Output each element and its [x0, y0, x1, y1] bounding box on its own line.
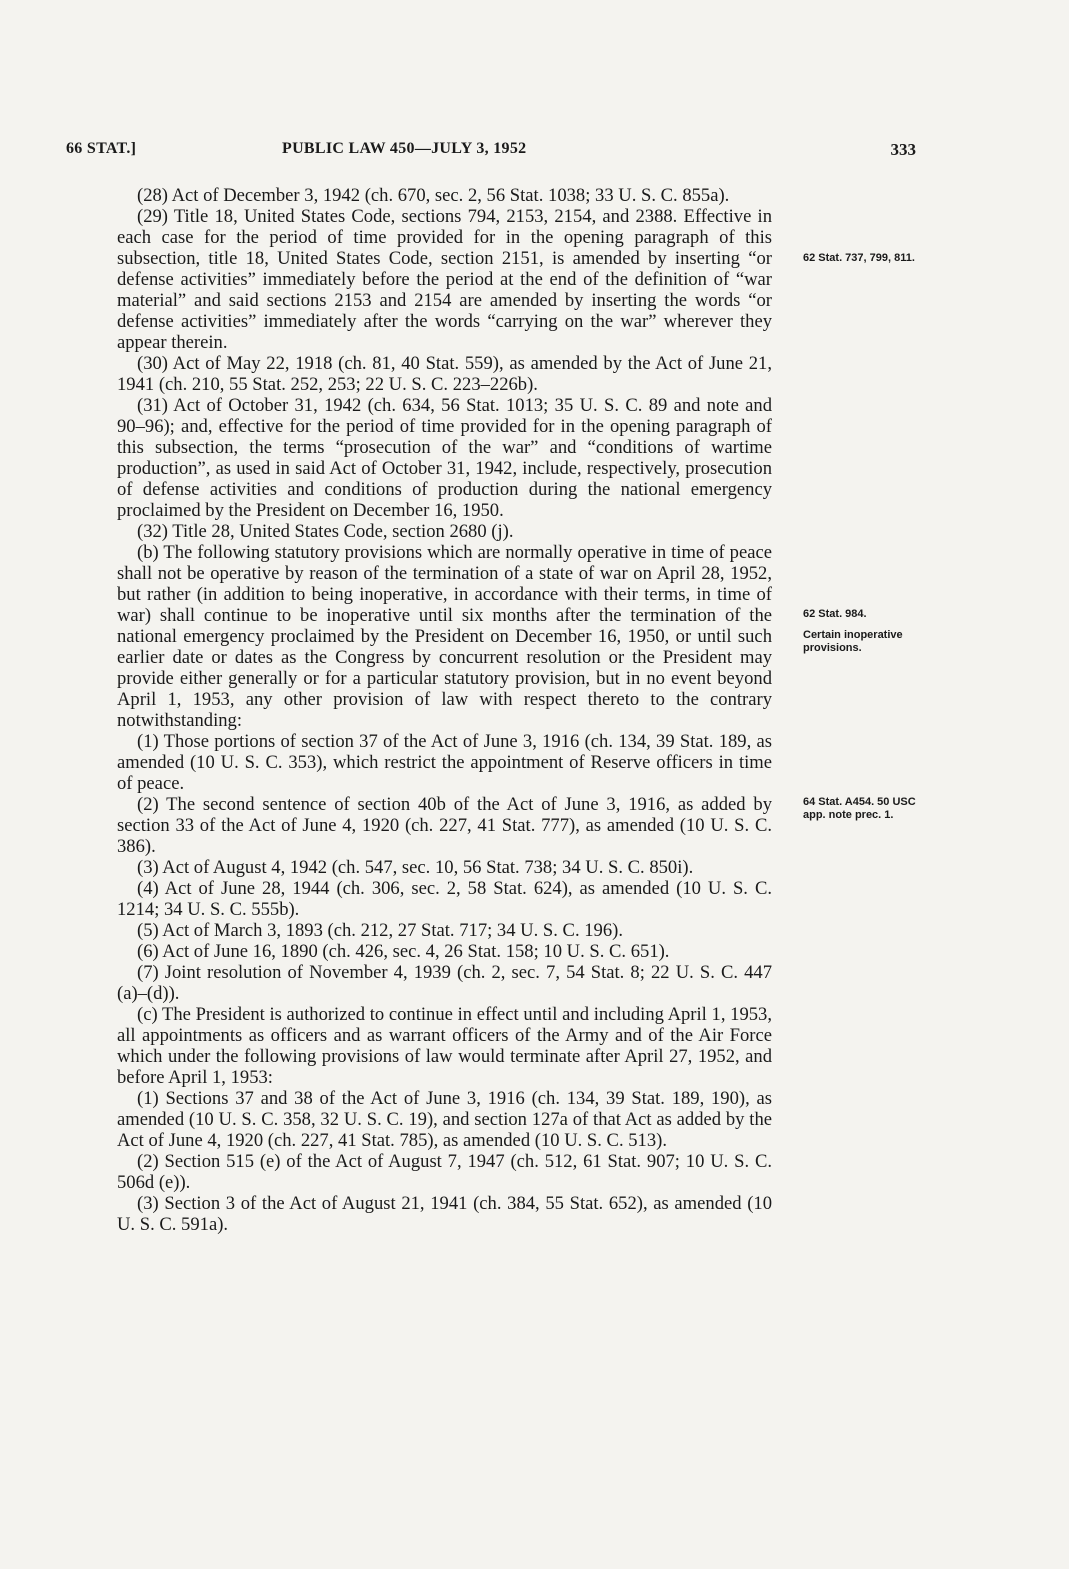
paragraph-b7: (7) Joint resolution of November 4, 1939 (ch. 2, sec. 7, 54 Stat. 8; 22 U. S. C. 447 (a)–(d)). [117, 962, 772, 1004]
paragraph-31: (31) Act of October 31, 1942 (ch. 634, 56 Stat. 1013; 35 U. S. C. 89 and note and 90–96); and, effective for the period of time provided for in the opening paragraph of this subsection, the terms “prosecution of the war” and “conditions of wartime production”, as used in said Act of October 31, 1942, include, respectively, prosecution of defense activities and conditions of production during the national emergency proclaimed by the President on December 16, 1950. [117, 395, 772, 521]
paragraph-30: (30) Act of May 22, 1918 (ch. 81, 40 Stat. 559), as amended by the Act of June 21, 1941 (ch. 210, 55 Stat. 252, 253; 22 U. S. C. 223–226b). [117, 353, 772, 395]
paragraph-b1: (1) Those portions of section 37 of the Act of June 3, 1916 (ch. 134, 39 Stat. 189, as amended (10 U. S. C. 353), which restrict the appointment of Reserve officers in time of peace. [117, 731, 772, 794]
paragraph-b2: (2) The second sentence of section 40b of the Act of June 3, 1916, as added by section 33 of the Act of June 4, 1920 (ch. 227, 41 Stat. 777), as amended (10 U. S. C. 386). [117, 794, 772, 857]
paragraph-28: (28) Act of December 3, 1942 (ch. 670, sec. 2, 56 Stat. 1038; 33 U. S. C. 855a). [137, 185, 730, 206]
paragraph-b5: (5) Act of March 3, 1893 (ch. 212, 27 Stat. 717; 34 U. S. C. 196). [137, 920, 623, 941]
running-title: PUBLIC LAW 450—JULY 3, 1952 [282, 140, 527, 157]
margin-note-62-stat-737: 62 Stat. 737, 799, 811. [803, 252, 915, 264]
paragraph-c: (c) The President is authorized to continue in effect until and including April 1, 1953, all appointments as officers and as warrant officers of the Army and of the Air Force which under the following provisions of law would terminate after April 27, 1952, and before April 1, 1953: [117, 1004, 772, 1088]
running-header [66, 140, 916, 164]
paragraph-c1: (1) Sections 37 and 38 of the Act of June 3, 1916 (ch. 134, 39 Stat. 189, 190), as amended (10 U. S. C. 358, 32 U. S. C. 19), and section 127a of that Act as added by the Act of June 4, 1920 (ch. 227, 41 Stat. 785), as amended (10 U. S. C. 513). [117, 1088, 772, 1151]
paragraph-b3: (3) Act of August 4, 1942 (ch. 547, sec. 10, 56 Stat. 738; 34 U. S. C. 850i). [137, 857, 694, 878]
body-text [117, 185, 772, 1235]
paragraph-32: (32) Title 28, United States Code, section 2680 (j). [137, 521, 514, 542]
paragraph-b4: (4) Act of June 28, 1944 (ch. 306, sec. 2, 58 Stat. 624), as amended (10 U. S. C. 1214; 34 U. S. C. 555b). [117, 878, 772, 920]
margin-note-62-stat-984: 62 Stat. 984. [803, 608, 867, 620]
paragraph-b: (b) The following statutory provisions which are normally operative in time of peace shall not be operative by reason of the termination of a state of war on April 28, 1952, but rather (in addition to being inoperative, in accordance with their terms, in time of war) shall continue to be inoperative until six months after the termination of the national emergency proclaimed by the President on December 16, 1950, or until such earlier date or dates as the Congress by concurrent resolution or the President may provide either generally or for a particular statutory provision, but in no event beyond April 1, 1953, any other provision of law with respect thereto to the contrary notwithstanding: [117, 542, 772, 731]
paragraph-c3: (3) Section 3 of the Act of August 21, 1941 (ch. 384, 55 Stat. 652), as amended (10 U. S. C. 591a). [117, 1193, 772, 1235]
paragraph-b6: (6) Act of June 16, 1890 (ch. 426, sec. 4, 26 Stat. 158; 10 U. S. C. 651). [137, 941, 670, 962]
paragraph-c2: (2) Section 515 (e) of the Act of August 7, 1947 (ch. 512, 61 Stat. 907; 10 U. S. C. 506d (e)). [117, 1151, 772, 1193]
margin-note-certain-inoperative: Certain inoperative provisions. [803, 629, 903, 654]
page-number: 333 [890, 140, 916, 159]
paragraph-29: (29) Title 18, United States Code, sections 794, 2153, 2154, and 2388. Effective in each case for the period of time provided for in the opening paragraph of this subsection, title 18, United States Code, section 2151, is amended by inserting “or defense activities” immediately before the period at the end of the definition of “war material” and said sections 2153 and 2154 are amended by inserting the words “or defense activities” immediately after the words “carrying on the war” wherever they appear therein. [117, 206, 772, 353]
margin-note-64-stat-a454: 64 Stat. A454. 50 USC app. note prec. 1. [803, 796, 916, 821]
volume-citation: 66 STAT.] [66, 140, 137, 157]
